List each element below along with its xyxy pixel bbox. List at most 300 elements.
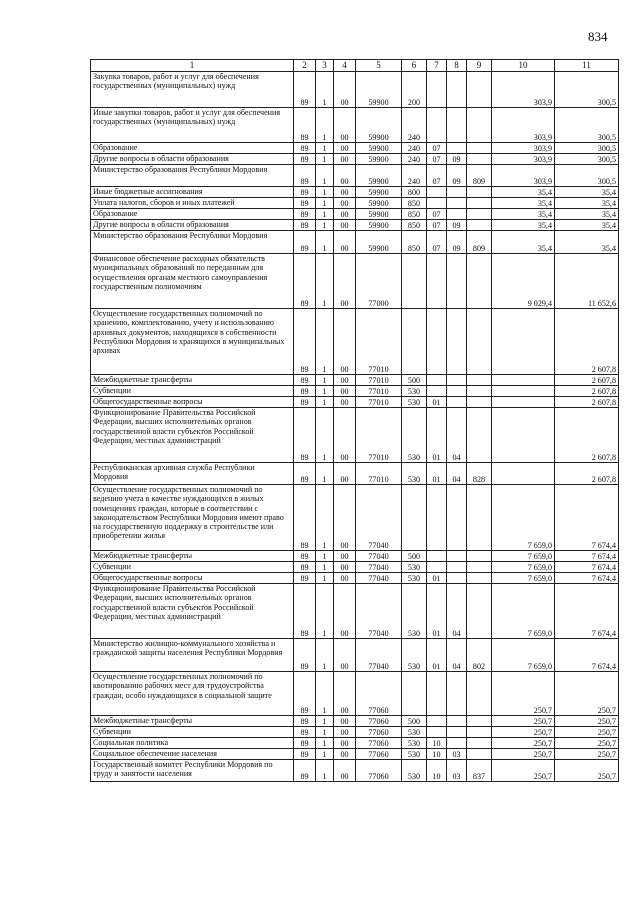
row-amount-10 <box>492 209 555 220</box>
row-code-2 <box>294 209 316 220</box>
row-expense-type-text: 240 <box>407 132 421 142</box>
row-code-3-text: 1 <box>322 397 327 407</box>
row-amount-10 <box>492 187 555 198</box>
row-target-article <box>356 749 402 760</box>
row-expense-type-text: 850 <box>407 209 421 219</box>
row-section <box>427 375 447 386</box>
row-code-4-text: 00 <box>340 187 349 197</box>
row-target-article <box>356 187 402 198</box>
row-name-text: Закупка товаров, работ и услуг для обеспечения государственных (муниципальных) нужд <box>93 72 259 91</box>
row-name-text: Иные закупки товаров, работ и услуг для обеспечения государственных (муниципальных) нужд <box>93 108 281 127</box>
row-target-article <box>356 463 402 485</box>
row-section-text: 01 <box>432 661 441 671</box>
row-code-4-text: 00 <box>340 771 349 781</box>
row-code-3 <box>316 165 334 187</box>
row-subsection <box>447 108 467 143</box>
row-amount-11 <box>555 209 619 220</box>
row-expense-type <box>402 672 427 716</box>
table-row <box>91 254 619 309</box>
row-target-article-text: 59900 <box>368 220 389 230</box>
row-name <box>91 716 294 727</box>
row-expense-type <box>402 187 427 198</box>
row-target-article-text: 59900 <box>368 176 389 186</box>
row-code-2-text: 89 <box>300 143 309 153</box>
row-expense-type <box>402 562 427 573</box>
row-target-article <box>356 220 402 231</box>
row-amount-11-text: 2 607,8 <box>591 375 616 385</box>
row-section <box>427 198 447 209</box>
row-code-4-text: 00 <box>340 551 349 561</box>
row-code-4-text: 00 <box>340 243 349 253</box>
row-code-4 <box>334 463 356 485</box>
row-amount-10 <box>492 72 555 108</box>
row-code-2 <box>294 573 316 584</box>
row-target-article-text: 77010 <box>368 474 389 484</box>
row-ministry <box>467 408 492 463</box>
row-amount-10 <box>492 639 555 672</box>
row-name-text: Финансовое обеспечение расходных обязательств муниципальных образований по переданным для осуществления органам местного самоуправления государственным полномочиям <box>93 254 268 291</box>
row-target-article-text: 59900 <box>368 198 389 208</box>
row-subsection <box>447 760 467 782</box>
table-row <box>91 727 619 738</box>
row-code-4 <box>334 397 356 408</box>
row-section <box>427 187 447 198</box>
row-subsection <box>447 672 467 716</box>
row-code-3 <box>316 727 334 738</box>
row-target-article <box>356 108 402 143</box>
row-code-3-text: 1 <box>322 573 327 583</box>
table-row <box>91 375 619 386</box>
row-name <box>91 485 294 551</box>
row-amount-10-text: 303,9 <box>533 132 552 142</box>
row-code-2 <box>294 231 316 254</box>
row-code-4-text: 00 <box>340 97 349 107</box>
row-name-text: Министерство образования Республики Мордовия <box>93 231 268 240</box>
row-target-article <box>356 716 402 727</box>
row-name <box>91 209 294 220</box>
row-subsection <box>447 738 467 749</box>
row-name-text: Министерство образования Республики Мордовия <box>93 165 268 174</box>
row-amount-11 <box>555 220 619 231</box>
row-expense-type <box>402 165 427 187</box>
row-section-text: 07 <box>432 154 441 164</box>
row-name-text: Субвенции <box>93 727 131 736</box>
row-code-3 <box>316 584 334 639</box>
row-amount-11-text: 35,4 <box>601 220 616 230</box>
row-target-article <box>356 154 402 165</box>
row-section-text: 01 <box>432 628 441 638</box>
row-amount-11-text: 35,4 <box>601 243 616 253</box>
row-ministry <box>467 165 492 187</box>
row-ministry <box>467 198 492 209</box>
row-expense-type <box>402 749 427 760</box>
row-ministry <box>467 72 492 108</box>
row-code-4 <box>334 209 356 220</box>
row-expense-type-text: 850 <box>407 198 421 208</box>
row-expense-type-text: 530 <box>407 573 421 583</box>
row-target-article <box>356 165 402 187</box>
row-subsection <box>447 254 467 309</box>
row-amount-10-text: 7 659,0 <box>527 540 552 550</box>
row-code-2 <box>294 551 316 562</box>
row-code-4 <box>334 231 356 254</box>
row-amount-10 <box>492 309 555 375</box>
table-row <box>91 209 619 220</box>
row-ministry <box>467 231 492 254</box>
row-name <box>91 108 294 143</box>
row-code-2 <box>294 309 316 375</box>
row-target-article-text: 77060 <box>368 771 389 781</box>
row-name-text: Функционирование Правительства Российской Федерации, высших исполнительных органов государственной власти субъектов Российской Федерации, местных администраций <box>93 408 256 445</box>
row-code-4 <box>334 375 356 386</box>
row-amount-10 <box>492 551 555 562</box>
row-code-2-text: 89 <box>300 298 309 308</box>
row-name-text: Общегосударственные вопросы <box>93 573 203 582</box>
row-subsection <box>447 562 467 573</box>
row-ministry <box>467 727 492 738</box>
row-amount-11 <box>555 716 619 727</box>
row-section <box>427 254 447 309</box>
row-name <box>91 220 294 231</box>
row-code-4-text: 00 <box>340 298 349 308</box>
row-code-4 <box>334 639 356 672</box>
row-expense-type <box>402 639 427 672</box>
table-row <box>91 760 619 782</box>
row-code-3 <box>316 463 334 485</box>
row-section <box>427 463 447 485</box>
row-target-article <box>356 386 402 397</box>
row-target-article <box>356 551 402 562</box>
row-amount-11 <box>555 760 619 782</box>
row-amount-10-text: 250,7 <box>533 716 552 726</box>
row-target-article-text: 77010 <box>368 375 389 385</box>
table-row <box>91 463 619 485</box>
budget-table <box>90 59 619 782</box>
row-code-2-text: 89 <box>300 661 309 671</box>
row-subsection <box>447 485 467 551</box>
row-code-3 <box>316 386 334 397</box>
row-code-3 <box>316 375 334 386</box>
column-header: 3 <box>316 60 334 72</box>
row-amount-10-text: 303,9 <box>533 97 552 107</box>
row-subsection <box>447 584 467 639</box>
row-amount-10 <box>492 408 555 463</box>
row-name-text: Социальная политика <box>93 738 169 747</box>
row-name <box>91 749 294 760</box>
row-code-2-text: 89 <box>300 474 309 484</box>
row-target-article <box>356 209 402 220</box>
row-amount-11 <box>555 108 619 143</box>
row-section <box>427 749 447 760</box>
row-amount-10 <box>492 375 555 386</box>
table-row <box>91 584 619 639</box>
row-name-text: Субвенции <box>93 386 131 395</box>
row-code-4-text: 00 <box>340 738 349 748</box>
row-amount-11-text: 7 674,4 <box>591 661 616 671</box>
row-section <box>427 143 447 154</box>
row-subsection <box>447 551 467 562</box>
row-code-3-text: 1 <box>322 705 327 715</box>
row-section-text: 07 <box>432 143 441 153</box>
row-amount-11-text: 7 674,4 <box>591 540 616 550</box>
row-target-article <box>356 639 402 672</box>
row-section-text: 01 <box>432 573 441 583</box>
row-section <box>427 154 447 165</box>
row-subsection-text: 03 <box>452 771 461 781</box>
row-expense-type <box>402 727 427 738</box>
row-code-3 <box>316 108 334 143</box>
row-amount-11-text: 7 674,4 <box>591 573 616 583</box>
row-name-text: Осуществление государственных полномочий по ведению учета в качестве нуждающихся в жилых помещениях граждан, которые в соответствии с законодательством Республики Мордовия имеют право на государственную поддержку в строительстве или приобретении жилья <box>93 485 284 541</box>
row-code-4-text: 00 <box>340 474 349 484</box>
row-name <box>91 584 294 639</box>
table-row <box>91 562 619 573</box>
row-name-text: Иные бюджетные ассигнования <box>93 187 203 196</box>
table-row <box>91 386 619 397</box>
row-code-3 <box>316 760 334 782</box>
row-code-3-text: 1 <box>322 198 327 208</box>
row-expense-type-text: 530 <box>407 452 421 462</box>
row-amount-11-text: 250,7 <box>597 771 616 781</box>
row-amount-10 <box>492 573 555 584</box>
column-header: 7 <box>427 60 447 72</box>
row-expense-type <box>402 463 427 485</box>
row-code-3-text: 1 <box>322 375 327 385</box>
row-subsection-text: 04 <box>452 474 461 484</box>
row-name <box>91 397 294 408</box>
row-amount-11-text: 2 607,8 <box>591 397 616 407</box>
column-header: 11 <box>555 60 619 72</box>
row-subsection <box>447 727 467 738</box>
row-expense-type <box>402 573 427 584</box>
row-ministry <box>467 108 492 143</box>
row-subsection-text: 09 <box>452 176 461 186</box>
table-row <box>91 749 619 760</box>
row-code-2 <box>294 672 316 716</box>
row-code-3-text: 1 <box>322 474 327 484</box>
row-amount-10-text: 35,4 <box>537 243 552 253</box>
column-header: 1 <box>91 60 294 72</box>
row-code-2 <box>294 738 316 749</box>
row-code-4 <box>334 220 356 231</box>
row-expense-type-text: 500 <box>407 551 421 561</box>
row-code-4 <box>334 749 356 760</box>
row-code-4 <box>334 154 356 165</box>
row-code-4 <box>334 727 356 738</box>
table-row <box>91 165 619 187</box>
row-ministry-text: 837 <box>472 771 486 781</box>
row-code-3 <box>316 738 334 749</box>
row-code-4-text: 00 <box>340 727 349 737</box>
row-code-2-text: 89 <box>300 176 309 186</box>
row-expense-type-text: 530 <box>407 749 421 759</box>
row-code-2 <box>294 760 316 782</box>
row-code-2-text: 89 <box>300 716 309 726</box>
row-amount-10 <box>492 727 555 738</box>
row-expense-type <box>402 108 427 143</box>
row-section <box>427 551 447 562</box>
row-section-text: 07 <box>432 176 441 186</box>
row-subsection <box>447 198 467 209</box>
row-target-article-text: 77010 <box>368 364 389 374</box>
row-expense-type <box>402 738 427 749</box>
row-section <box>427 716 447 727</box>
row-subsection <box>447 408 467 463</box>
row-code-2-text: 89 <box>300 540 309 550</box>
row-target-article-text: 59900 <box>368 243 389 253</box>
row-amount-11 <box>555 639 619 672</box>
row-name <box>91 309 294 375</box>
row-code-4-text: 00 <box>340 452 349 462</box>
row-ministry <box>467 220 492 231</box>
row-code-2 <box>294 485 316 551</box>
row-ministry <box>467 760 492 782</box>
row-ministry <box>467 154 492 165</box>
row-code-4-text: 00 <box>340 562 349 572</box>
row-section-text: 01 <box>432 474 441 484</box>
row-amount-10-text: 303,9 <box>533 154 552 164</box>
row-code-4-text: 00 <box>340 143 349 153</box>
row-name-text: Образование <box>93 209 138 218</box>
row-ministry <box>467 562 492 573</box>
row-target-article-text: 77040 <box>368 551 389 561</box>
row-code-4 <box>334 408 356 463</box>
row-ministry <box>467 551 492 562</box>
row-target-article <box>356 254 402 309</box>
row-code-4 <box>334 254 356 309</box>
row-code-2-text: 89 <box>300 562 309 572</box>
row-section-text: 07 <box>432 220 441 230</box>
row-target-article <box>356 231 402 254</box>
row-code-4 <box>334 738 356 749</box>
row-section <box>427 209 447 220</box>
table-row <box>91 309 619 375</box>
row-amount-11 <box>555 143 619 154</box>
row-target-article-text: 77010 <box>368 452 389 462</box>
row-subsection <box>447 397 467 408</box>
row-amount-10 <box>492 760 555 782</box>
row-code-2 <box>294 375 316 386</box>
row-ministry <box>467 309 492 375</box>
row-amount-10 <box>492 738 555 749</box>
row-code-3-text: 1 <box>322 132 327 142</box>
row-amount-11-text: 300,5 <box>597 154 616 164</box>
row-section <box>427 727 447 738</box>
row-subsection-text: 09 <box>452 220 461 230</box>
row-code-3-text: 1 <box>322 749 327 759</box>
row-target-article <box>356 672 402 716</box>
row-target-article-text: 77010 <box>368 397 389 407</box>
row-amount-10 <box>492 584 555 639</box>
row-amount-11 <box>555 397 619 408</box>
row-amount-10-text: 303,9 <box>533 176 552 186</box>
row-amount-11-text: 250,7 <box>597 716 616 726</box>
table-row <box>91 408 619 463</box>
row-name <box>91 254 294 309</box>
row-amount-10 <box>492 672 555 716</box>
row-expense-type <box>402 198 427 209</box>
row-name-text: Осуществление государственных полномочий по квотированию рабочих мест для трудоустройства граждан, особо нуждающихся в социальной защите <box>93 672 272 700</box>
row-amount-11-text: 7 674,4 <box>591 562 616 572</box>
row-section-text: 01 <box>432 452 441 462</box>
row-code-3-text: 1 <box>322 716 327 726</box>
row-section <box>427 584 447 639</box>
header-row <box>91 60 619 72</box>
row-name <box>91 72 294 108</box>
row-amount-11 <box>555 198 619 209</box>
row-target-article-text: 77060 <box>368 716 389 726</box>
row-expense-type-text: 240 <box>407 176 421 186</box>
row-expense-type-text: 240 <box>407 154 421 164</box>
row-code-3-text: 1 <box>322 551 327 561</box>
row-amount-10-text: 7 659,0 <box>527 628 552 638</box>
row-code-2-text: 89 <box>300 209 309 219</box>
row-code-4-text: 00 <box>340 386 349 396</box>
row-expense-type <box>402 220 427 231</box>
row-amount-10 <box>492 231 555 254</box>
row-code-3-text: 1 <box>322 298 327 308</box>
row-name <box>91 375 294 386</box>
row-name-text: Субвенции <box>93 562 131 571</box>
row-code-2-text: 89 <box>300 628 309 638</box>
row-expense-type <box>402 375 427 386</box>
row-code-2 <box>294 386 316 397</box>
row-section <box>427 108 447 143</box>
row-expense-type <box>402 72 427 108</box>
row-target-article <box>356 309 402 375</box>
row-code-4-text: 00 <box>340 132 349 142</box>
row-name <box>91 231 294 254</box>
row-code-3 <box>316 639 334 672</box>
table-row <box>91 143 619 154</box>
row-amount-10-text: 7 659,0 <box>527 573 552 583</box>
column-header: 6 <box>402 60 427 72</box>
table-row <box>91 108 619 143</box>
row-code-2 <box>294 72 316 108</box>
row-code-3-text: 1 <box>322 452 327 462</box>
row-subsection <box>447 573 467 584</box>
row-subsection <box>447 309 467 375</box>
table-row <box>91 573 619 584</box>
row-section-text: 07 <box>432 243 441 253</box>
row-code-3-text: 1 <box>322 386 327 396</box>
column-header: 2 <box>294 60 316 72</box>
row-amount-11-text: 2 607,8 <box>591 364 616 374</box>
row-amount-10-text: 250,7 <box>533 749 552 759</box>
row-code-3 <box>316 749 334 760</box>
row-code-3-text: 1 <box>322 143 327 153</box>
row-ministry <box>467 639 492 672</box>
row-code-2-text: 89 <box>300 738 309 748</box>
row-code-3 <box>316 254 334 309</box>
row-target-article-text: 77040 <box>368 562 389 572</box>
row-amount-11 <box>555 375 619 386</box>
row-amount-10 <box>492 397 555 408</box>
row-code-2 <box>294 154 316 165</box>
row-amount-11 <box>555 309 619 375</box>
row-amount-11 <box>555 551 619 562</box>
row-amount-10 <box>492 254 555 309</box>
table-row <box>91 551 619 562</box>
row-amount-11 <box>555 254 619 309</box>
row-code-4 <box>334 165 356 187</box>
row-subsection <box>447 749 467 760</box>
row-ministry-text: 828 <box>472 474 486 484</box>
row-expense-type-text: 800 <box>407 187 421 197</box>
row-code-2 <box>294 397 316 408</box>
row-code-3 <box>316 672 334 716</box>
row-expense-type-text: 850 <box>407 243 421 253</box>
